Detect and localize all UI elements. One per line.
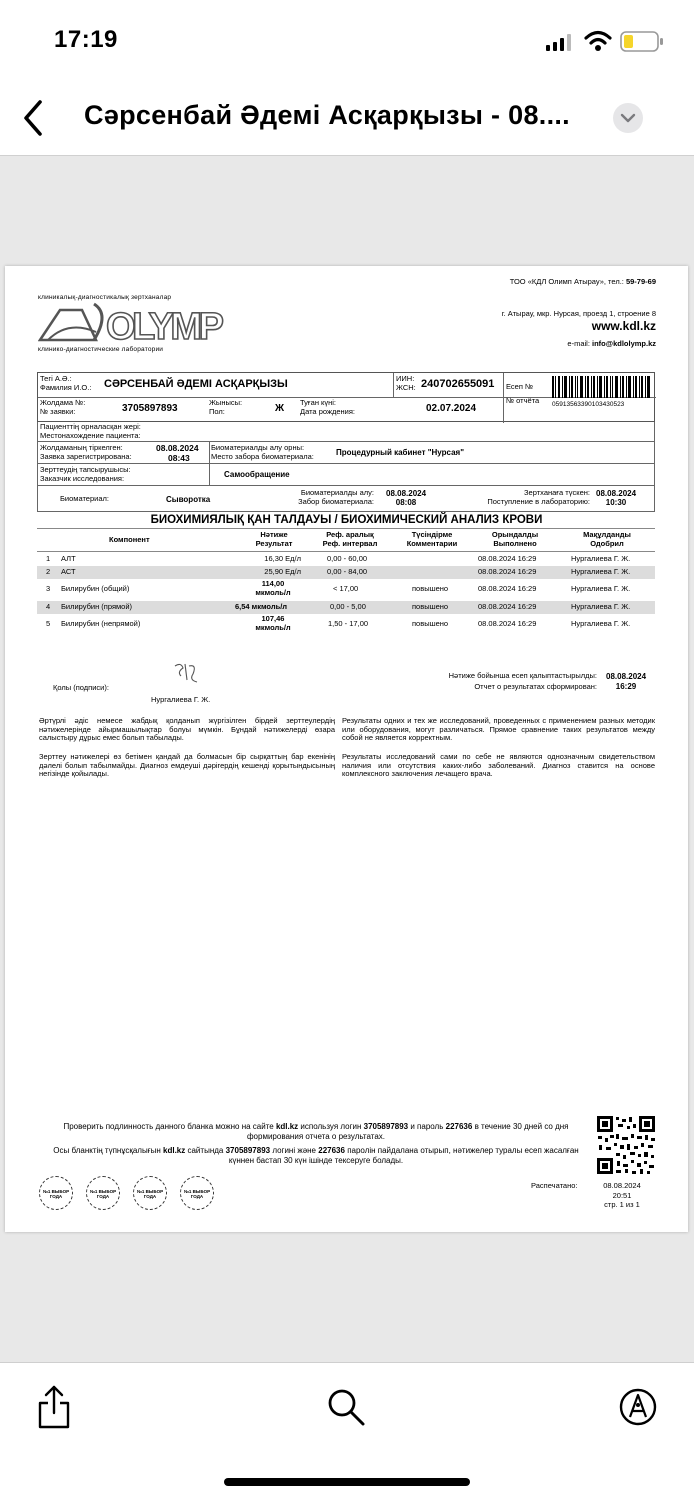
note-kz-1: Әртүрлі әдіс немесе жабдық қолданып жүргізілген бірдей зерттеулердің нәтижелерінде айырмашылықтар болуы мүмкін. Бұндай нәтижелерді өзара салыстыру дұрыс емес болып табылады. [39, 716, 335, 743]
patient-sex: Ж [275, 403, 285, 414]
patient-iin: 240702655091 [421, 378, 495, 390]
signature-image [171, 660, 201, 686]
nav-bar [0, 80, 694, 156]
table-row: 4 Билирубин (прямой) 6,54 мкмоль/л 0,00 - 5,00 повышено 08.08.2024 16:29 Нургалиева Г. Ж. [37, 601, 655, 614]
dob-label: Туған күні: Дата рождения: [300, 398, 355, 416]
company-website[interactable]: www.kdl.kz [591, 319, 656, 333]
svg-text:OLYMP: OLYMP [106, 306, 224, 344]
status-time: 17:19 [54, 26, 118, 53]
back-chevron-icon[interactable] [18, 98, 50, 138]
status-bar [0, 0, 694, 80]
printed-label: Распечатано: [531, 1181, 578, 1190]
award-badge: №1 ВЫБОР ГОДА [86, 1176, 120, 1210]
award-badge: №1 ВЫБОР ГОДА [39, 1176, 73, 1210]
table-row: 5 Билирубин (непрямой) 107,46 мкмоль/л 1,50 - 17,00 повышено 08.08.2024 16:29 Нургалиева Г. Ж. [46, 614, 631, 632]
company-address: г. Атырау, мкр. Нурсая, проезд 1, строение 8 [501, 309, 656, 318]
location-row: Пациенттің орналасқан жері: Местонахождение пациента: [37, 422, 655, 442]
barcode [552, 376, 652, 398]
signature-label: Қолы (подписи): [53, 683, 109, 692]
battery-icon [620, 31, 664, 53]
signer-name: Нургалиева Г. Ж. [151, 695, 211, 704]
document-title: Сәрсенбай Әдемі Асқарқызы - 08.... [84, 100, 570, 130]
printed-datetime: 08.08.2024 20:51 стр. 1 из 1 [603, 1181, 641, 1210]
results-table-body [37, 553, 655, 643]
results-table-header: Компонент Нәтиже Результат Реф. аралық Реф. интервал Түсіндірме Комментарии Орындалды Выполнено Мақұлданды Одобрил [37, 528, 655, 552]
document-page [5, 266, 688, 1232]
report-label-ru: № отчёта [506, 396, 540, 405]
biomaterial-row: Биоматериал: Сыворотка Биоматериалды алу: Забор биоматериала: 08.08.2024 08:08 Зертханаға түскен: Поступление в лабораторию: 08.08.2024 10:30 [37, 486, 655, 512]
note-ru-2: Результаты исследований сами по себе не являются однозначным свидетельством наличия или отсутствия каких-либо заболеваний. Диагноз ставится на основе комплексного заключения лечащего врача. [342, 752, 655, 779]
order-label: Жолдама №: № заявки: [40, 398, 86, 416]
patient-name: СӘРСЕНБАЙ ӘДЕМІ АСҚАРҚЫЗЫ [104, 378, 288, 390]
award-badge: №1 ВЫБОР ГОДА [180, 1176, 214, 1210]
patient-dob: 02.07.2024 [426, 403, 477, 414]
title-menu-chevron-icon[interactable] [612, 102, 644, 134]
customer-row: Зерттеудің тапсырушысы: Заказчик исследования: Самообращение [37, 464, 655, 486]
logo-caption-ru: клинико-диагностические лаборатории [38, 346, 164, 353]
markup-icon[interactable] [618, 1387, 658, 1427]
customer: Самообращение [224, 470, 290, 479]
order-number: 3705897893 [122, 403, 178, 414]
note-ru-1: Результаты одних и тех же исследований, проведенных с применением разных методик или оборудования, могут различаться. Прямое сравнение таких результатов между собой не является корректным. [342, 716, 655, 743]
logo-caption-kz: клиникалық-диагностикалық зертханалар [38, 294, 172, 301]
iin-label: ИИН: ЖСН: [396, 374, 416, 392]
formed-datetime: 08.08.2024 16:29 [606, 672, 647, 692]
name-label: Тегі А.Ә.: Фамилия И.О.: [40, 374, 92, 392]
table-row: 1 АЛТ 16,30 Ед/л 0,00 - 60,00 08.08.2024 16:29 Нургалиева Г. Ж. [46, 554, 631, 563]
sex-label: Жынысы: Пол: [209, 398, 243, 416]
home-indicator[interactable] [224, 1478, 470, 1486]
award-badge: №1 ВЫБОР ГОДА [133, 1176, 167, 1210]
analysis-title: БИОХИМИЯЛЫҚ ҚАН ТАЛДАУЫ / БИОХИМИЧЕСКИЙ АНАЛИЗ КРОВИ [150, 514, 543, 526]
verify-ru: Проверить подлинность данного бланка можно на сайте kdl.kz используя логин 3705897893 и пароль 227636 в течение 30 дней со дня формирования отчета о результатах. [63, 1122, 569, 1142]
company-line: ТОО «КДЛ Олимп Атырау», тел.: 59-79-69 [509, 277, 656, 286]
formed-label: Нәтиже бойынша есеп қалыптастырылды: Отчет о результатах сформирован: [448, 671, 597, 691]
table-row: 3 Билирубин (общий) 114,00 мкмоль/л < 17,00 повышено 08.08.2024 16:29 Нургалиева Г. Ж. [46, 579, 631, 597]
report-label-kz: Есеп № [506, 382, 534, 391]
wifi-icon [584, 30, 612, 52]
signal-icon [546, 34, 574, 52]
patient-box [37, 372, 655, 422]
barcode-number: 05913563390103430523 [552, 401, 625, 408]
search-icon[interactable] [326, 1387, 366, 1427]
share-icon[interactable] [36, 1385, 72, 1429]
registration-row: Жолдаманың тіркелген: Заявка зарегистрирована: 08.08.2024 08:43 Биоматериалды алу орны: Место забора биоматериала: Процедурный кабинет "Нурсая" [37, 442, 655, 464]
olymp-logo [38, 302, 228, 344]
note-kz-2: Зерттеу нәтижелері өз бетімен қандай да болмасын бір сырқаттың бар екенінің дәлелі болып табылмайды. Диагноз емдеуші дәрігердің кешенді қорытындысының негізінде қойылады. [39, 752, 335, 779]
table-row: 2 АСТ 25,90 Ед/л 0,00 - 84,00 08.08.2024 16:29 Нургалиева Г. Ж. [37, 566, 655, 579]
collection-place: Процедурный кабинет "Нурсая" [336, 448, 464, 457]
qr-code [596, 1115, 656, 1175]
biomaterial: Сыворотка [166, 495, 211, 504]
company-email-line: e-mail: info@kdlolymp.kz [567, 339, 656, 348]
verify-kz: Осы бланктің түпнұсқалығын kdl.kz сайтында 3705897893 логині және 227636 паролін пайдалана отырып, нәтижелер туралы есеп жасалған күннен бастап 30 күн ішінде тексеруге болады. [53, 1146, 579, 1166]
